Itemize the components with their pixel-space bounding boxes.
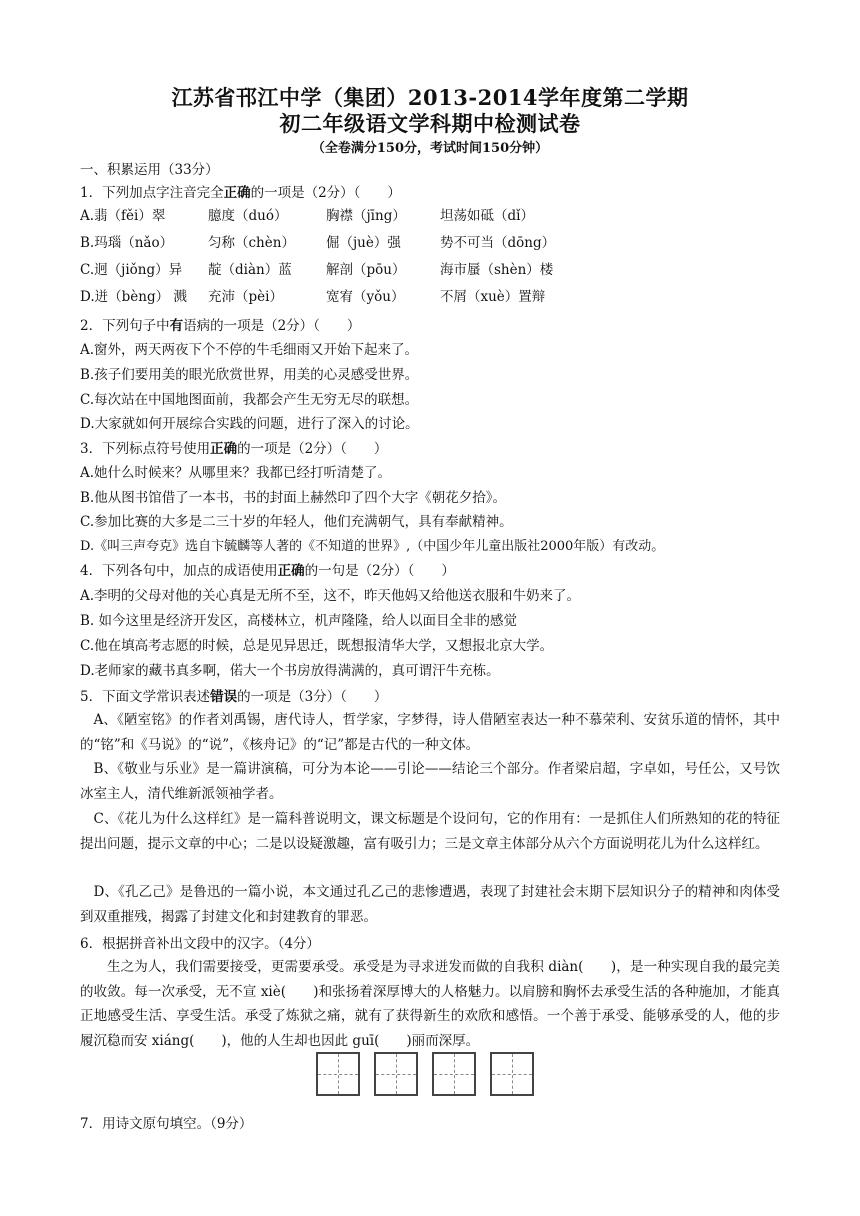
q3-option: B.他从图书馆借了一本书，书的封面上赫然印了四个大字《朝花夕拾》。 <box>80 490 506 506</box>
question-4-stem <box>80 562 455 580</box>
q5-option: C、《花儿为什么这样红》是一篇科普说明文，课文标题是个设问句，它的作用有：一是抓住人们所熟知的花的特征提出问题，提示文章的中心；二是以设疑激趣，富有吸引力；三是文章主体部分从六个方面说明花儿为什么这样红。 <box>80 811 780 852</box>
q5-option: B、《敬业与乐业》是一篇讲演稿，可分为本论——引论——结论三个部分。作者梁启超，字卓如，号任公，又号饮冰室主人，清代维新派领袖学者。 <box>80 761 780 802</box>
q1-word: 胸襟（jīng） <box>326 208 406 224</box>
section-heading: 一、积累运用（33分） <box>80 162 219 178</box>
stem-text: 4．下列各句中，加点的成语使用 <box>80 563 278 579</box>
q1-word: B.玛瑙（nǎo） <box>80 235 174 251</box>
q3-option: D.《叫三声夸克》选自卞毓麟等人著的《不知道的世界》,（中国少年儿童出版社2000年版）有改动。 <box>80 539 665 554</box>
exam-title-line2: 初二年级语文学科期中检测试卷 <box>279 111 581 136</box>
q1-word: 势不可当（dōng） <box>440 235 556 251</box>
q1-word: 不屑（xuè）置辩 <box>440 289 546 305</box>
q1-option-row <box>80 261 553 279</box>
stem-text: 1．下列加点字注音完全 <box>80 185 224 201</box>
q2-option: C.每次站在中国地图面前，我都会产生无穷无尽的联想。 <box>80 392 419 408</box>
q3-option: C.参加比赛的大多是二三十岁的年轻人，他们充满朝气，具有奉献精神。 <box>80 514 513 530</box>
stem-text: 5．下面文学常识表述 <box>80 689 211 705</box>
answer-grid <box>316 1052 534 1098</box>
q1-word: 倔（juè）强 <box>326 235 401 251</box>
q1-word: 臆度（duó） <box>208 208 288 224</box>
stem-text: 的一句是（2分）（ ） <box>304 563 455 579</box>
q4-option: B. 如今这里是经济开发区，高楼林立，机声隆隆，给人以面目全非的感觉 <box>80 613 518 629</box>
stem-text: 的一项是（2分）（ ） <box>250 185 401 201</box>
q1-option-row <box>80 234 555 252</box>
q1-word: 充沛（pèi） <box>208 289 283 305</box>
q1-word: 解剖（pōu） <box>326 262 406 278</box>
q1-word: 匀称（chèn） <box>208 235 295 251</box>
answer-cell[interactable] <box>374 1052 418 1096</box>
answer-cell[interactable] <box>432 1052 476 1096</box>
stem-emphasis: 正确 <box>223 185 251 201</box>
q3-option: A.她什么时候来？从哪里来？我都已经打听清楚了。 <box>80 465 392 481</box>
question-3-stem <box>80 440 387 458</box>
q1-word: C.迥（jiǒng）异 <box>80 262 183 278</box>
q5-option: D、《孔乙己》是鲁迅的一篇小说，本文通过孔乙己的悲惨遭遇，表现了封建社会末期下层知识分子的精神和肉体受到双重摧残，揭露了封建文化和封建教育的罪恶。 <box>80 884 780 925</box>
stem-text: 2．下列句子中 <box>80 318 170 334</box>
q1-option-row <box>80 207 534 225</box>
stem-emphasis: 正确 <box>277 563 305 579</box>
stem-text: 3．下列标点符号使用 <box>80 441 211 457</box>
question-2-stem <box>80 317 360 335</box>
question-5-stem <box>80 688 387 706</box>
q1-word: 海市蜃（shèn）楼 <box>440 262 554 278</box>
stem-text: 的一项是（3分）（ ） <box>237 689 388 705</box>
q1-option-row <box>80 288 545 306</box>
answer-cell[interactable] <box>490 1052 534 1096</box>
q1-word: 靛（diàn）蓝 <box>208 262 292 278</box>
stem-text: 的一项是（2分）（ ） <box>237 441 388 457</box>
q1-word: 坦荡如砥（dǐ） <box>440 208 534 224</box>
q2-option: B.孩子们要用美的眼光欣赏世界，用美的心灵感受世界。 <box>80 367 419 383</box>
exam-subtitle: （全卷满分150分，考试时间150分钟） <box>311 141 549 156</box>
q2-option: D.大家就如何开展综合实践的问题，进行了深入的讨论。 <box>80 416 419 432</box>
stem-emphasis: 有 <box>169 318 184 334</box>
exam-title-line1: 江苏省邗江中学（集团）2013-2014学年度第二学期 <box>171 85 689 110</box>
q4-option: C.他在填高考志愿的时候，总是见异思迁，既想报清华大学，又想报北京大学。 <box>80 638 554 654</box>
q1-word: A.翡（fěi）翠 <box>80 208 166 224</box>
stem-text: 语病的一项是（2分）（ ） <box>183 318 361 334</box>
q2-option: A.窗外，两天两夜下个不停的牛毛细雨又开始下起来了。 <box>80 342 419 358</box>
q1-word: 宽宥（yǒu） <box>326 289 405 305</box>
q6-passage: 生之为人，我们需要接受，更需要承受。承受是为寻求迸发而做的自我积 diàn( )，是一种实现自我的最完美的收敛。每一次承受，无不宣 xiè( )和张扬着深厚博大的人格魅力。以肩膀和胸怀去承受生活的各种施加，才能真正地感受生活、享受生活。承受了炼狱之痛，就有了获得新生的欢欣和感悟。一个善于承受、能够承受的人，他的步履沉稳而安 xiáng( )，他的人生却也因此 guī( )丽而深厚。 <box>80 959 780 1049</box>
question-1-stem <box>80 184 401 202</box>
q5-option: A、《陋室铭》的作者刘禹锡，唐代诗人，哲学家，字梦得，诗人借陋室表达一种不慕荣利、安贫乐道的情怀，其中的“铭”和《马说》的“说”，《核舟记》的“记”都是古代的一种文体。 <box>80 712 780 753</box>
answer-cell[interactable] <box>316 1052 360 1096</box>
q1-word: D.迸（bèng） 溅 <box>80 289 187 305</box>
question-6-stem: 6．根据拼音补出文段中的汉字。（4分） <box>80 936 320 952</box>
stem-emphasis: 错误 <box>210 689 238 705</box>
question-7-stem: 7．用诗文原句填空。（9分） <box>80 1116 253 1132</box>
stem-emphasis: 正确 <box>210 441 238 457</box>
q4-option: A.李明的父母对他的关心真是无所不至，这不，昨天他妈又给他送衣服和牛奶来了。 <box>80 588 581 604</box>
q4-option: D.老师家的藏书真多啊，偌大一个书房放得满满的，真可谓汗牛充栋。 <box>80 663 500 679</box>
